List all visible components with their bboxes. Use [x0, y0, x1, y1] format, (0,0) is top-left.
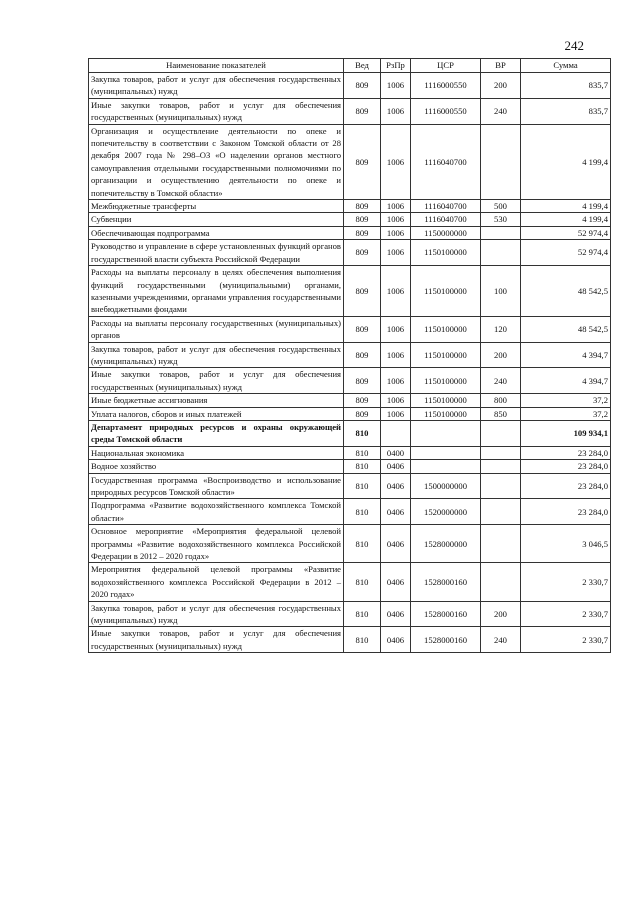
cell-csr: 1150100000 — [411, 266, 481, 317]
header-sum: Сумма — [521, 59, 611, 73]
table-row — [89, 525, 611, 563]
table-row — [89, 627, 611, 653]
cell-name: Закупка товаров, работ и услуг для обеспечения государственных (муниципальных) нужд — [89, 342, 344, 368]
table-row — [89, 460, 611, 473]
cell-name: Иные закупки товаров, работ и услуг для обеспечения государственных (муниципальных) нужд — [89, 98, 344, 124]
cell-ved: 810 — [344, 563, 381, 601]
cell-name: Обеспечивающая подпрограмма — [89, 226, 344, 239]
cell-vr — [481, 563, 521, 601]
table-row — [89, 73, 611, 99]
cell-ved: 809 — [344, 124, 381, 199]
cell-rzpr: 1006 — [381, 200, 411, 213]
cell-ved: 809 — [344, 394, 381, 407]
cell-name: Межбюджетные трансферты — [89, 200, 344, 213]
cell-sum: 23 284,0 — [521, 460, 611, 473]
cell-name: Иные закупки товаров, работ и услуг для обеспечения государственных (муниципальных) нужд — [89, 627, 344, 653]
cell-name: Субвенции — [89, 213, 344, 226]
cell-csr — [411, 446, 481, 459]
cell-rzpr: 0406 — [381, 473, 411, 499]
cell-vr: 200 — [481, 342, 521, 368]
cell-csr — [411, 460, 481, 473]
cell-rzpr: 1006 — [381, 213, 411, 226]
cell-csr: 1520000000 — [411, 499, 481, 525]
cell-rzpr: 0406 — [381, 563, 411, 601]
cell-rzpr: 1006 — [381, 124, 411, 199]
table-row — [89, 266, 611, 317]
cell-vr — [481, 240, 521, 266]
cell-vr: 800 — [481, 394, 521, 407]
cell-vr: 240 — [481, 98, 521, 124]
cell-sum: 48 542,5 — [521, 316, 611, 342]
cell-rzpr: 0406 — [381, 499, 411, 525]
table-row — [89, 446, 611, 459]
header-rzpr: РзПр — [381, 59, 411, 73]
cell-vr: 850 — [481, 407, 521, 420]
cell-ved: 809 — [344, 407, 381, 420]
cell-name: Расходы на выплаты персоналу государственных (муниципальных) органов — [89, 316, 344, 342]
cell-name: Руководство и управление в сфере установленных функций органов государственной власти субъекта Российской Федерации — [89, 240, 344, 266]
cell-rzpr: 0406 — [381, 601, 411, 627]
cell-sum: 52 974,4 — [521, 240, 611, 266]
cell-name: Основное мероприятие «Мероприятия федеральной целевой программы «Развитие водохозяйственного комплекса Российской Федерации в 2012 – 2020 годах» — [89, 525, 344, 563]
cell-sum: 109 934,1 — [521, 420, 611, 446]
cell-vr: 530 — [481, 213, 521, 226]
cell-rzpr — [381, 420, 411, 446]
cell-vr — [481, 499, 521, 525]
table-row — [89, 368, 611, 394]
cell-vr — [481, 525, 521, 563]
cell-csr: 1528000000 — [411, 525, 481, 563]
cell-name: Закупка товаров, работ и услуг для обеспечения государственных (муниципальных) нужд — [89, 73, 344, 99]
cell-vr — [481, 460, 521, 473]
table-row — [89, 316, 611, 342]
cell-rzpr: 1006 — [381, 342, 411, 368]
cell-name: Расходы на выплаты персоналу в целях обеспечения выполнения функций государственными (муниципальными) органами, казенными учреждениями, органами управления государственными внебюджетными фондами — [89, 266, 344, 317]
cell-sum: 48 542,5 — [521, 266, 611, 317]
cell-sum: 835,7 — [521, 73, 611, 99]
table-row — [89, 420, 611, 446]
cell-rzpr: 1006 — [381, 98, 411, 124]
cell-name: Уплата налогов, сборов и иных платежей — [89, 407, 344, 420]
cell-vr: 120 — [481, 316, 521, 342]
table-row — [89, 499, 611, 525]
header-name: Наименование показателей — [89, 59, 344, 73]
cell-ved: 809 — [344, 266, 381, 317]
table-row — [89, 563, 611, 601]
cell-name: Иные бюджетные ассигнования — [89, 394, 344, 407]
cell-vr: 200 — [481, 73, 521, 99]
cell-sum: 37,2 — [521, 407, 611, 420]
cell-ved: 809 — [344, 213, 381, 226]
cell-csr: 1150100000 — [411, 316, 481, 342]
cell-sum: 4 199,4 — [521, 200, 611, 213]
cell-vr: 500 — [481, 200, 521, 213]
cell-rzpr: 1006 — [381, 407, 411, 420]
cell-sum: 23 284,0 — [521, 446, 611, 459]
table-row — [89, 473, 611, 499]
cell-ved: 809 — [344, 200, 381, 213]
cell-rzpr: 1006 — [381, 316, 411, 342]
cell-ved: 810 — [344, 460, 381, 473]
cell-rzpr: 1006 — [381, 368, 411, 394]
cell-vr: 240 — [481, 627, 521, 653]
cell-ved: 809 — [344, 98, 381, 124]
cell-vr: 100 — [481, 266, 521, 317]
cell-vr — [481, 473, 521, 499]
cell-vr — [481, 420, 521, 446]
table-row — [89, 394, 611, 407]
cell-sum: 2 330,7 — [521, 563, 611, 601]
table-row — [89, 601, 611, 627]
page-number: 242 — [564, 38, 584, 53]
header-ved: Вед — [344, 59, 381, 73]
cell-csr: 1500000000 — [411, 473, 481, 499]
cell-sum: 23 284,0 — [521, 499, 611, 525]
cell-rzpr: 0406 — [381, 627, 411, 653]
table-row — [89, 98, 611, 124]
cell-sum: 2 330,7 — [521, 601, 611, 627]
cell-name: Департамент природных ресурсов и охраны окружающей среды Томской области — [89, 420, 344, 446]
cell-sum: 2 330,7 — [521, 627, 611, 653]
cell-name: Организация и осуществление деятельности по опеке и попечительству в соответствии с Законом Томской области от 28 декабря 2007 года № 298–ОЗ «О наделении органов местного самоуправления отдельными государственными полномочиями по организации и осуществлению деятельности по опеке и попечительству в Томской области» — [89, 124, 344, 199]
cell-ved: 809 — [344, 226, 381, 239]
cell-name: Иные закупки товаров, работ и услуг для обеспечения государственных (муниципальных) нужд — [89, 368, 344, 394]
cell-ved: 810 — [344, 525, 381, 563]
cell-sum: 4 199,4 — [521, 124, 611, 199]
cell-name: Мероприятия федеральной целевой программы «Развитие водохозяйственного комплекса Российской Федерации в 2012 – 2020 годах» — [89, 563, 344, 601]
cell-ved: 810 — [344, 601, 381, 627]
cell-csr: 1150100000 — [411, 240, 481, 266]
cell-vr — [481, 226, 521, 239]
cell-csr: 1528000160 — [411, 563, 481, 601]
cell-sum: 3 046,5 — [521, 525, 611, 563]
cell-sum: 4 394,7 — [521, 368, 611, 394]
cell-name: Государственная программа «Воспроизводство и использование природных ресурсов Томской области» — [89, 473, 344, 499]
cell-rzpr: 0406 — [381, 525, 411, 563]
cell-rzpr: 0406 — [381, 460, 411, 473]
cell-csr: 1150100000 — [411, 394, 481, 407]
cell-csr — [411, 420, 481, 446]
cell-sum: 37,2 — [521, 394, 611, 407]
cell-vr: 200 — [481, 601, 521, 627]
cell-sum: 4 199,4 — [521, 213, 611, 226]
cell-name: Национальная экономика — [89, 446, 344, 459]
table-row — [89, 342, 611, 368]
cell-csr: 1150100000 — [411, 407, 481, 420]
cell-vr — [481, 446, 521, 459]
cell-ved: 810 — [344, 627, 381, 653]
cell-csr: 1528000160 — [411, 627, 481, 653]
cell-ved: 809 — [344, 240, 381, 266]
cell-ved: 810 — [344, 420, 381, 446]
cell-sum: 835,7 — [521, 98, 611, 124]
cell-vr: 240 — [481, 368, 521, 394]
cell-ved: 809 — [344, 368, 381, 394]
cell-sum: 52 974,4 — [521, 226, 611, 239]
cell-name: Водное хозяйство — [89, 460, 344, 473]
header-vr: ВР — [481, 59, 521, 73]
cell-csr: 1116040700 — [411, 200, 481, 213]
cell-ved: 810 — [344, 473, 381, 499]
cell-vr — [481, 124, 521, 199]
table-header-row — [89, 59, 611, 73]
cell-csr: 1150100000 — [411, 368, 481, 394]
cell-csr: 1116000550 — [411, 73, 481, 99]
header-csr: ЦСР — [411, 59, 481, 73]
table-row — [89, 200, 611, 213]
cell-sum: 23 284,0 — [521, 473, 611, 499]
cell-ved: 809 — [344, 73, 381, 99]
cell-csr: 1116000550 — [411, 98, 481, 124]
cell-csr: 1150000000 — [411, 226, 481, 239]
cell-rzpr: 0400 — [381, 446, 411, 459]
cell-rzpr: 1006 — [381, 226, 411, 239]
cell-name: Закупка товаров, работ и услуг для обеспечения государственных (муниципальных) нужд — [89, 601, 344, 627]
cell-rzpr: 1006 — [381, 73, 411, 99]
cell-csr: 1528000160 — [411, 601, 481, 627]
cell-rzpr: 1006 — [381, 240, 411, 266]
cell-rzpr: 1006 — [381, 394, 411, 407]
cell-ved: 810 — [344, 446, 381, 459]
cell-rzpr: 1006 — [381, 266, 411, 317]
cell-name: Подпрограмма «Развитие водохозяйственного комплекса Томской области» — [89, 499, 344, 525]
table-row — [89, 213, 611, 226]
cell-sum: 4 394,7 — [521, 342, 611, 368]
table-row — [89, 124, 611, 199]
table-row — [89, 226, 611, 239]
cell-ved: 809 — [344, 342, 381, 368]
cell-csr: 1150100000 — [411, 342, 481, 368]
table-row — [89, 407, 611, 420]
budget-table — [88, 58, 611, 653]
cell-ved: 809 — [344, 316, 381, 342]
cell-csr: 1116040700 — [411, 213, 481, 226]
cell-csr: 1116040700 — [411, 124, 481, 199]
cell-ved: 810 — [344, 499, 381, 525]
table-row — [89, 240, 611, 266]
